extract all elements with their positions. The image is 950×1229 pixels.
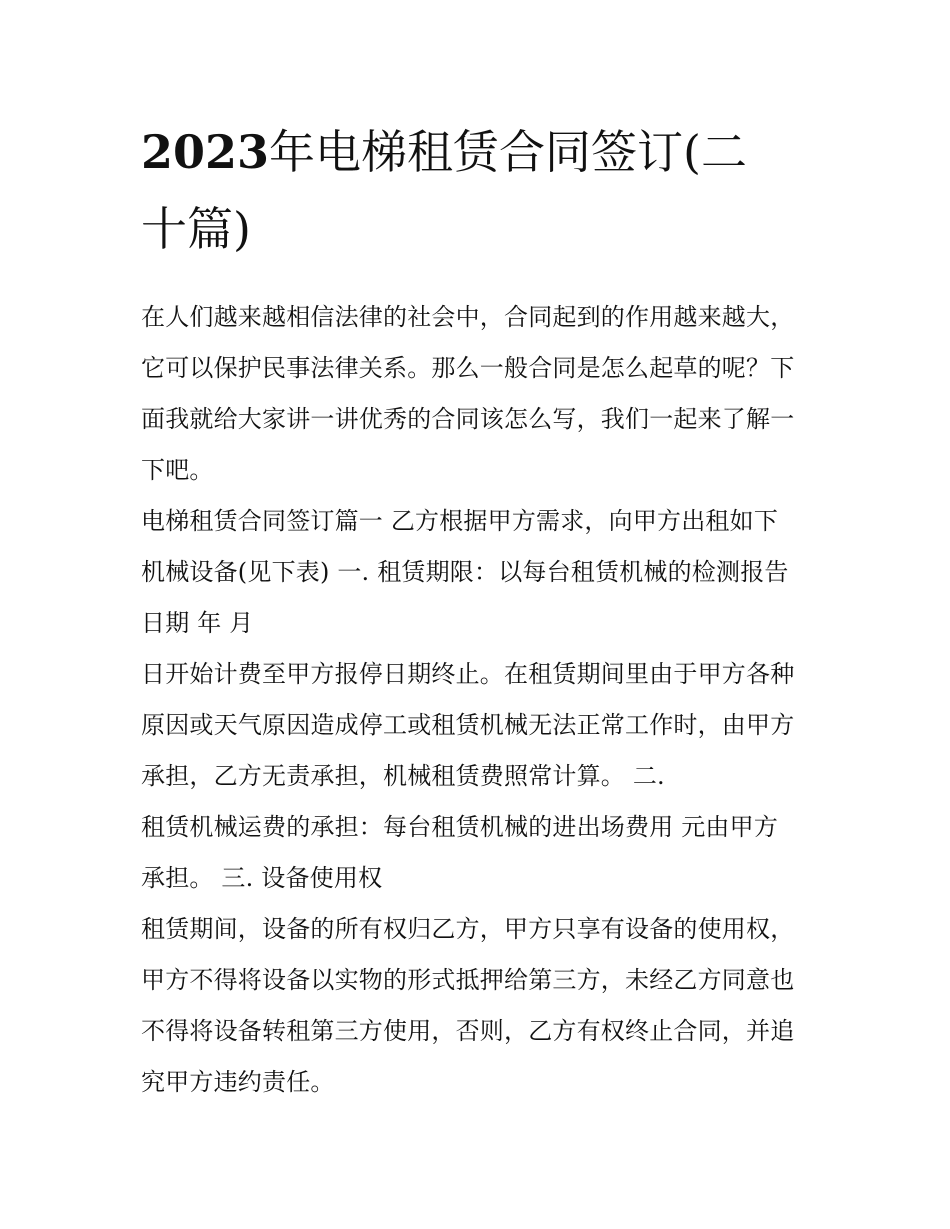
text-line: 不得将设备转租第三方使用，否则，乙方有权终止合同，并追 [141,1017,795,1045]
text-line: 在人们越来越相信法律的社会中，合同起到的作用越来越大， [141,303,795,331]
text-line: 它可以保护民事法律关系。那么一般合同是怎么起草的呢？下 [141,354,795,382]
text-line: 租赁机械运费的承担：每台租赁机械的进出场费用 元由甲方 [141,813,779,841]
text-line: 究甲方违约责任。 [141,1068,335,1096]
title-line2: 十篇) [141,202,251,256]
text-line: 原因或天气原因造成停工或租赁机械无法正常工作时，由甲方 [141,711,795,739]
document-page [141,114,813,1108]
text-line: 机械设备(见下表) 一. 租赁期限：以每台租赁机械的检测报告 [141,558,789,586]
text-line: 承担。 三. 设备使用权 [141,864,383,892]
text-line: 下吧。 [141,456,214,484]
text-line: 承担，乙方无责承担，机械租赁费照常计算。 二. [141,762,665,790]
title-year: 2023 [141,125,270,179]
text-line: 甲方不得将设备以实物的形式抵押给第三方，未经乙方同意也 [141,966,795,994]
text-line: 面我就给大家讲一讲优秀的合同该怎么写，我们一起来了解一 [141,405,795,433]
text-line: 租赁期间，设备的所有权归乙方，甲方只享有设备的使用权， [141,915,795,943]
document-body [141,292,813,1108]
text-line: 电梯租赁合同签订篇一 乙方根据甲方需求，向甲方出租如下 [141,507,779,535]
title-line1-rest: 年电梯租赁合同签订(二 [269,125,747,179]
text-line: 日开始计费至甲方报停日期终止。在租赁期间里由于甲方各种 [141,660,795,688]
text-line: 日期 年 月 [141,609,254,637]
document-title [141,114,813,268]
